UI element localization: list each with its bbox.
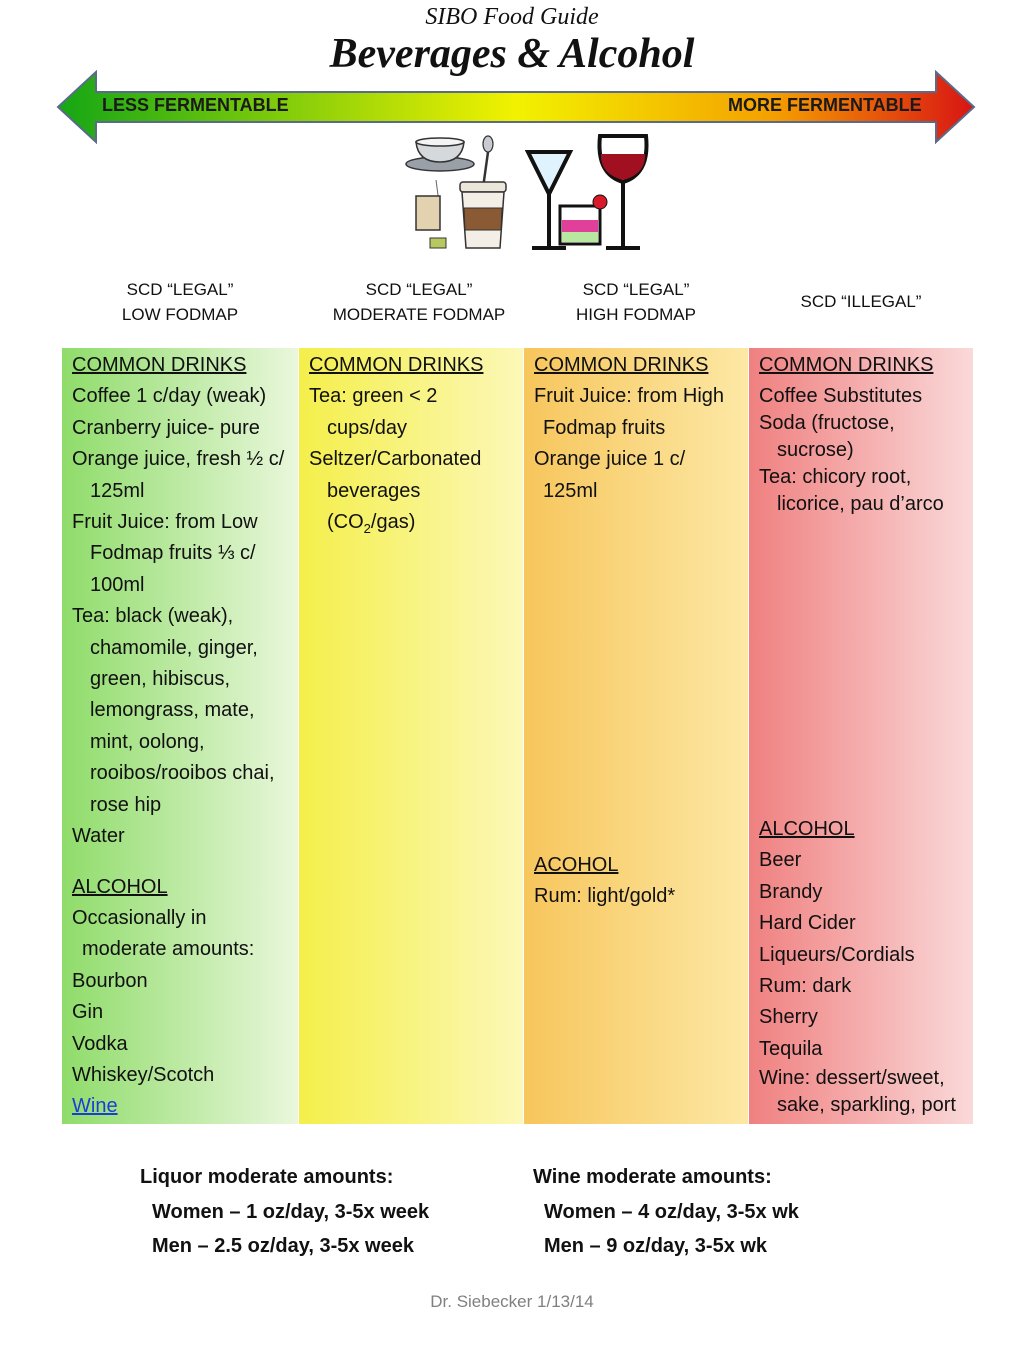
list-item-carbonated bbox=[309, 444, 513, 544]
teabag-icon bbox=[416, 180, 446, 248]
section-title-alcohol: ALCOHOL bbox=[759, 818, 855, 840]
column-scd-illegal bbox=[749, 348, 973, 1124]
list-item: Fruit Juice: from High Fodmap fruits bbox=[534, 385, 725, 439]
list-item: Rum: dark bbox=[759, 975, 852, 998]
list-item: Gin bbox=[72, 1001, 104, 1024]
wine-title: Wine moderate amounts: bbox=[533, 1166, 772, 1188]
list-item: Orange juice, fresh ½ c/ 125ml bbox=[72, 448, 285, 502]
wine-glass-icon bbox=[599, 136, 646, 248]
list-item: Water bbox=[72, 825, 125, 848]
section-title-alcohol: ALCOHOL bbox=[72, 875, 168, 898]
list-item: Coffee Substitutes bbox=[759, 385, 923, 408]
list-item: Bourbon bbox=[72, 969, 148, 992]
list-item: Tea: chicory root, licorice, pau d’arco bbox=[759, 466, 944, 516]
list-item: Fruit Juice: from Low Fodmap fruits ⅓ c/ 100ml bbox=[72, 511, 258, 596]
cocktail-glass-icon bbox=[560, 195, 607, 244]
wine-men: Men – 9 oz/day, 3-5x wk bbox=[544, 1235, 768, 1257]
column-heading-scd-illegal bbox=[749, 289, 973, 314]
list-item: Hard Cider bbox=[759, 912, 856, 935]
list-item: Vodka bbox=[72, 1032, 128, 1055]
column-low-fodmap bbox=[62, 348, 298, 1124]
section-title-alcohol: ACOHOL bbox=[534, 854, 619, 876]
more-fermentable-label: MORE FERMENTABLE bbox=[728, 95, 922, 115]
liquor-women: Women – 1 oz/day, 3-5x week bbox=[152, 1200, 430, 1223]
column-high-fodmap bbox=[524, 348, 748, 1124]
list-item: Sherry bbox=[759, 1006, 818, 1029]
wine-link[interactable]: Wine bbox=[72, 1095, 118, 1118]
section-title-common-drinks: COMMON DRINKS bbox=[309, 354, 484, 376]
heading-line: SCD “LEGAL” bbox=[582, 280, 690, 299]
coffee-cup-icon bbox=[460, 182, 506, 248]
list-item: Brandy bbox=[759, 880, 823, 903]
author-credit: Dr. Siebecker 1/13/14 bbox=[430, 1292, 594, 1311]
list-item: Orange juice 1 c/ 125ml bbox=[534, 448, 686, 502]
wine-women: Women – 4 oz/day, 3-5x wk bbox=[544, 1200, 799, 1223]
list-item: Tea: green < 2 cups/day bbox=[309, 385, 438, 439]
list-item: Tequila bbox=[759, 1037, 823, 1060]
column-moderate-fodmap bbox=[299, 348, 523, 1124]
guide-subtitle: SIBO Food Guide bbox=[425, 4, 599, 30]
column-heading-moderate-fodmap bbox=[299, 277, 539, 327]
liquor-amounts bbox=[140, 1160, 429, 1264]
heading-line: SCD “LEGAL” bbox=[365, 280, 473, 299]
section-title-common-drinks: COMMON DRINKS bbox=[759, 354, 934, 376]
heading-line: MODERATE FODMAP bbox=[332, 305, 506, 324]
list-item: Liqueurs/Cordials bbox=[759, 943, 915, 966]
section-title-common-drinks: COMMON DRINKS bbox=[534, 354, 709, 376]
teacup-icon bbox=[406, 138, 474, 171]
list-item: Cranberry juice- pure bbox=[72, 416, 260, 439]
less-fermentable-label: LESS FERMENTABLE bbox=[102, 95, 289, 115]
liquor-men: Men – 2.5 oz/day, 3-5x week bbox=[152, 1235, 414, 1257]
heading-line: HIGH FODMAP bbox=[576, 305, 696, 324]
wine-amounts bbox=[533, 1160, 799, 1264]
list-item: Coffee 1 c/day (weak) bbox=[72, 385, 267, 408]
spoon-icon bbox=[483, 136, 493, 188]
heading-line: SCD “LEGAL” bbox=[126, 280, 234, 299]
liquor-title: Liquor moderate amounts: bbox=[140, 1166, 394, 1188]
co2-subscript: 2 bbox=[363, 521, 371, 537]
beverage-illustrations bbox=[400, 130, 660, 260]
page-title: Beverages & Alcohol bbox=[329, 31, 695, 77]
list-item: Beer bbox=[759, 849, 802, 872]
heading-line: SCD “ILLEGAL” bbox=[800, 292, 922, 311]
list-item: Tea: black (weak), chamomile, ginger, green, hibiscus, lemongrass, mate, mint, oolong, rooibos/rooibos chai, rose hip bbox=[72, 605, 275, 816]
list-item: Whiskey/Scotch bbox=[72, 1063, 215, 1086]
alcohol-section bbox=[759, 814, 965, 1119]
list-item-text: Seltzer/Carbonated beverages (CO bbox=[309, 448, 482, 534]
list-item: Wine: dessert/sweet, sake, sparkling, port bbox=[759, 1067, 956, 1117]
list-item: Occasionally in moderate amounts: bbox=[72, 906, 255, 961]
heading-line: LOW FODMAP bbox=[121, 305, 239, 324]
list-item-text: /gas) bbox=[370, 511, 416, 534]
list-item: Soda (fructose, sucrose) bbox=[759, 412, 895, 462]
list-item: Rum: light/gold* bbox=[534, 885, 676, 907]
section-title-common-drinks: COMMON DRINKS bbox=[72, 354, 247, 376]
column-heading-low-fodmap bbox=[62, 277, 298, 327]
column-heading-high-fodmap bbox=[524, 277, 748, 327]
